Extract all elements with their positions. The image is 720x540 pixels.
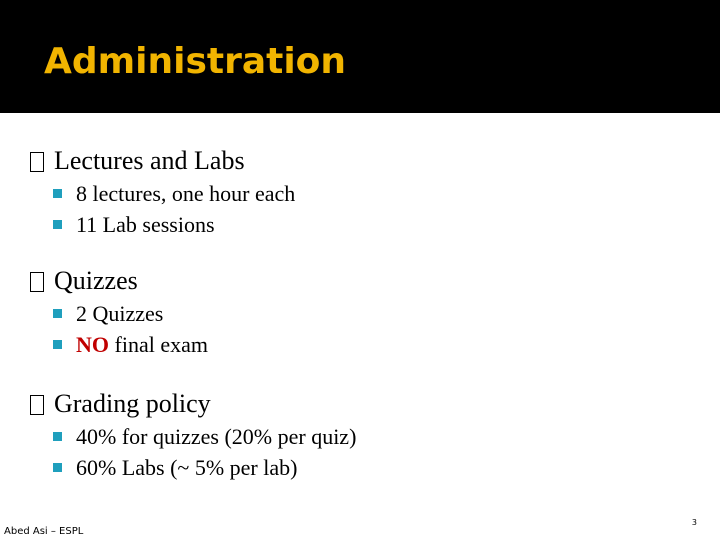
list-item — [53, 329, 208, 360]
list-item-rest-text: final exam — [109, 332, 208, 357]
sub-list — [53, 298, 208, 360]
section-quizzes — [30, 264, 208, 360]
box-icon — [30, 152, 44, 172]
list-item-text: 60% Labs (~ 5% per lab) — [76, 455, 298, 480]
sub-list — [53, 421, 356, 483]
list-item-text: 40% for quizzes (20% per quiz) — [76, 424, 357, 449]
square-bullet-icon — [53, 432, 62, 441]
square-bullet-icon — [53, 189, 62, 198]
list-item-text — [76, 329, 208, 360]
list-item — [53, 178, 295, 209]
section-grading-policy — [30, 387, 356, 483]
square-bullet-icon — [53, 220, 62, 229]
square-bullet-icon — [53, 463, 62, 472]
section-heading — [30, 387, 356, 421]
section-heading-text: Lectures and Labs — [54, 146, 245, 175]
list-item — [53, 298, 208, 329]
box-icon — [30, 395, 44, 415]
footer-author: Abed Asi – ESPL — [4, 526, 84, 537]
section-heading — [30, 264, 208, 298]
box-icon — [30, 272, 44, 292]
slide-title: Administration — [44, 41, 347, 82]
section-heading-text: Quizzes — [54, 266, 138, 295]
section-heading-text: Grading policy — [54, 389, 211, 418]
highlight-text: NO — [76, 332, 109, 357]
page-number: 3 — [691, 518, 697, 527]
section-heading — [30, 144, 295, 178]
list-item-text: 2 Quizzes — [76, 301, 164, 326]
square-bullet-icon — [53, 309, 62, 318]
list-item-text: 11 Lab sessions — [76, 212, 215, 237]
square-bullet-icon — [53, 340, 62, 349]
list-item — [53, 452, 356, 483]
list-item — [53, 209, 295, 240]
list-item — [53, 421, 356, 452]
title-bar — [0, 0, 720, 113]
section-lectures-and-labs — [30, 144, 295, 240]
sub-list — [53, 178, 295, 240]
list-item-text: 8 lectures, one hour each — [76, 181, 296, 206]
